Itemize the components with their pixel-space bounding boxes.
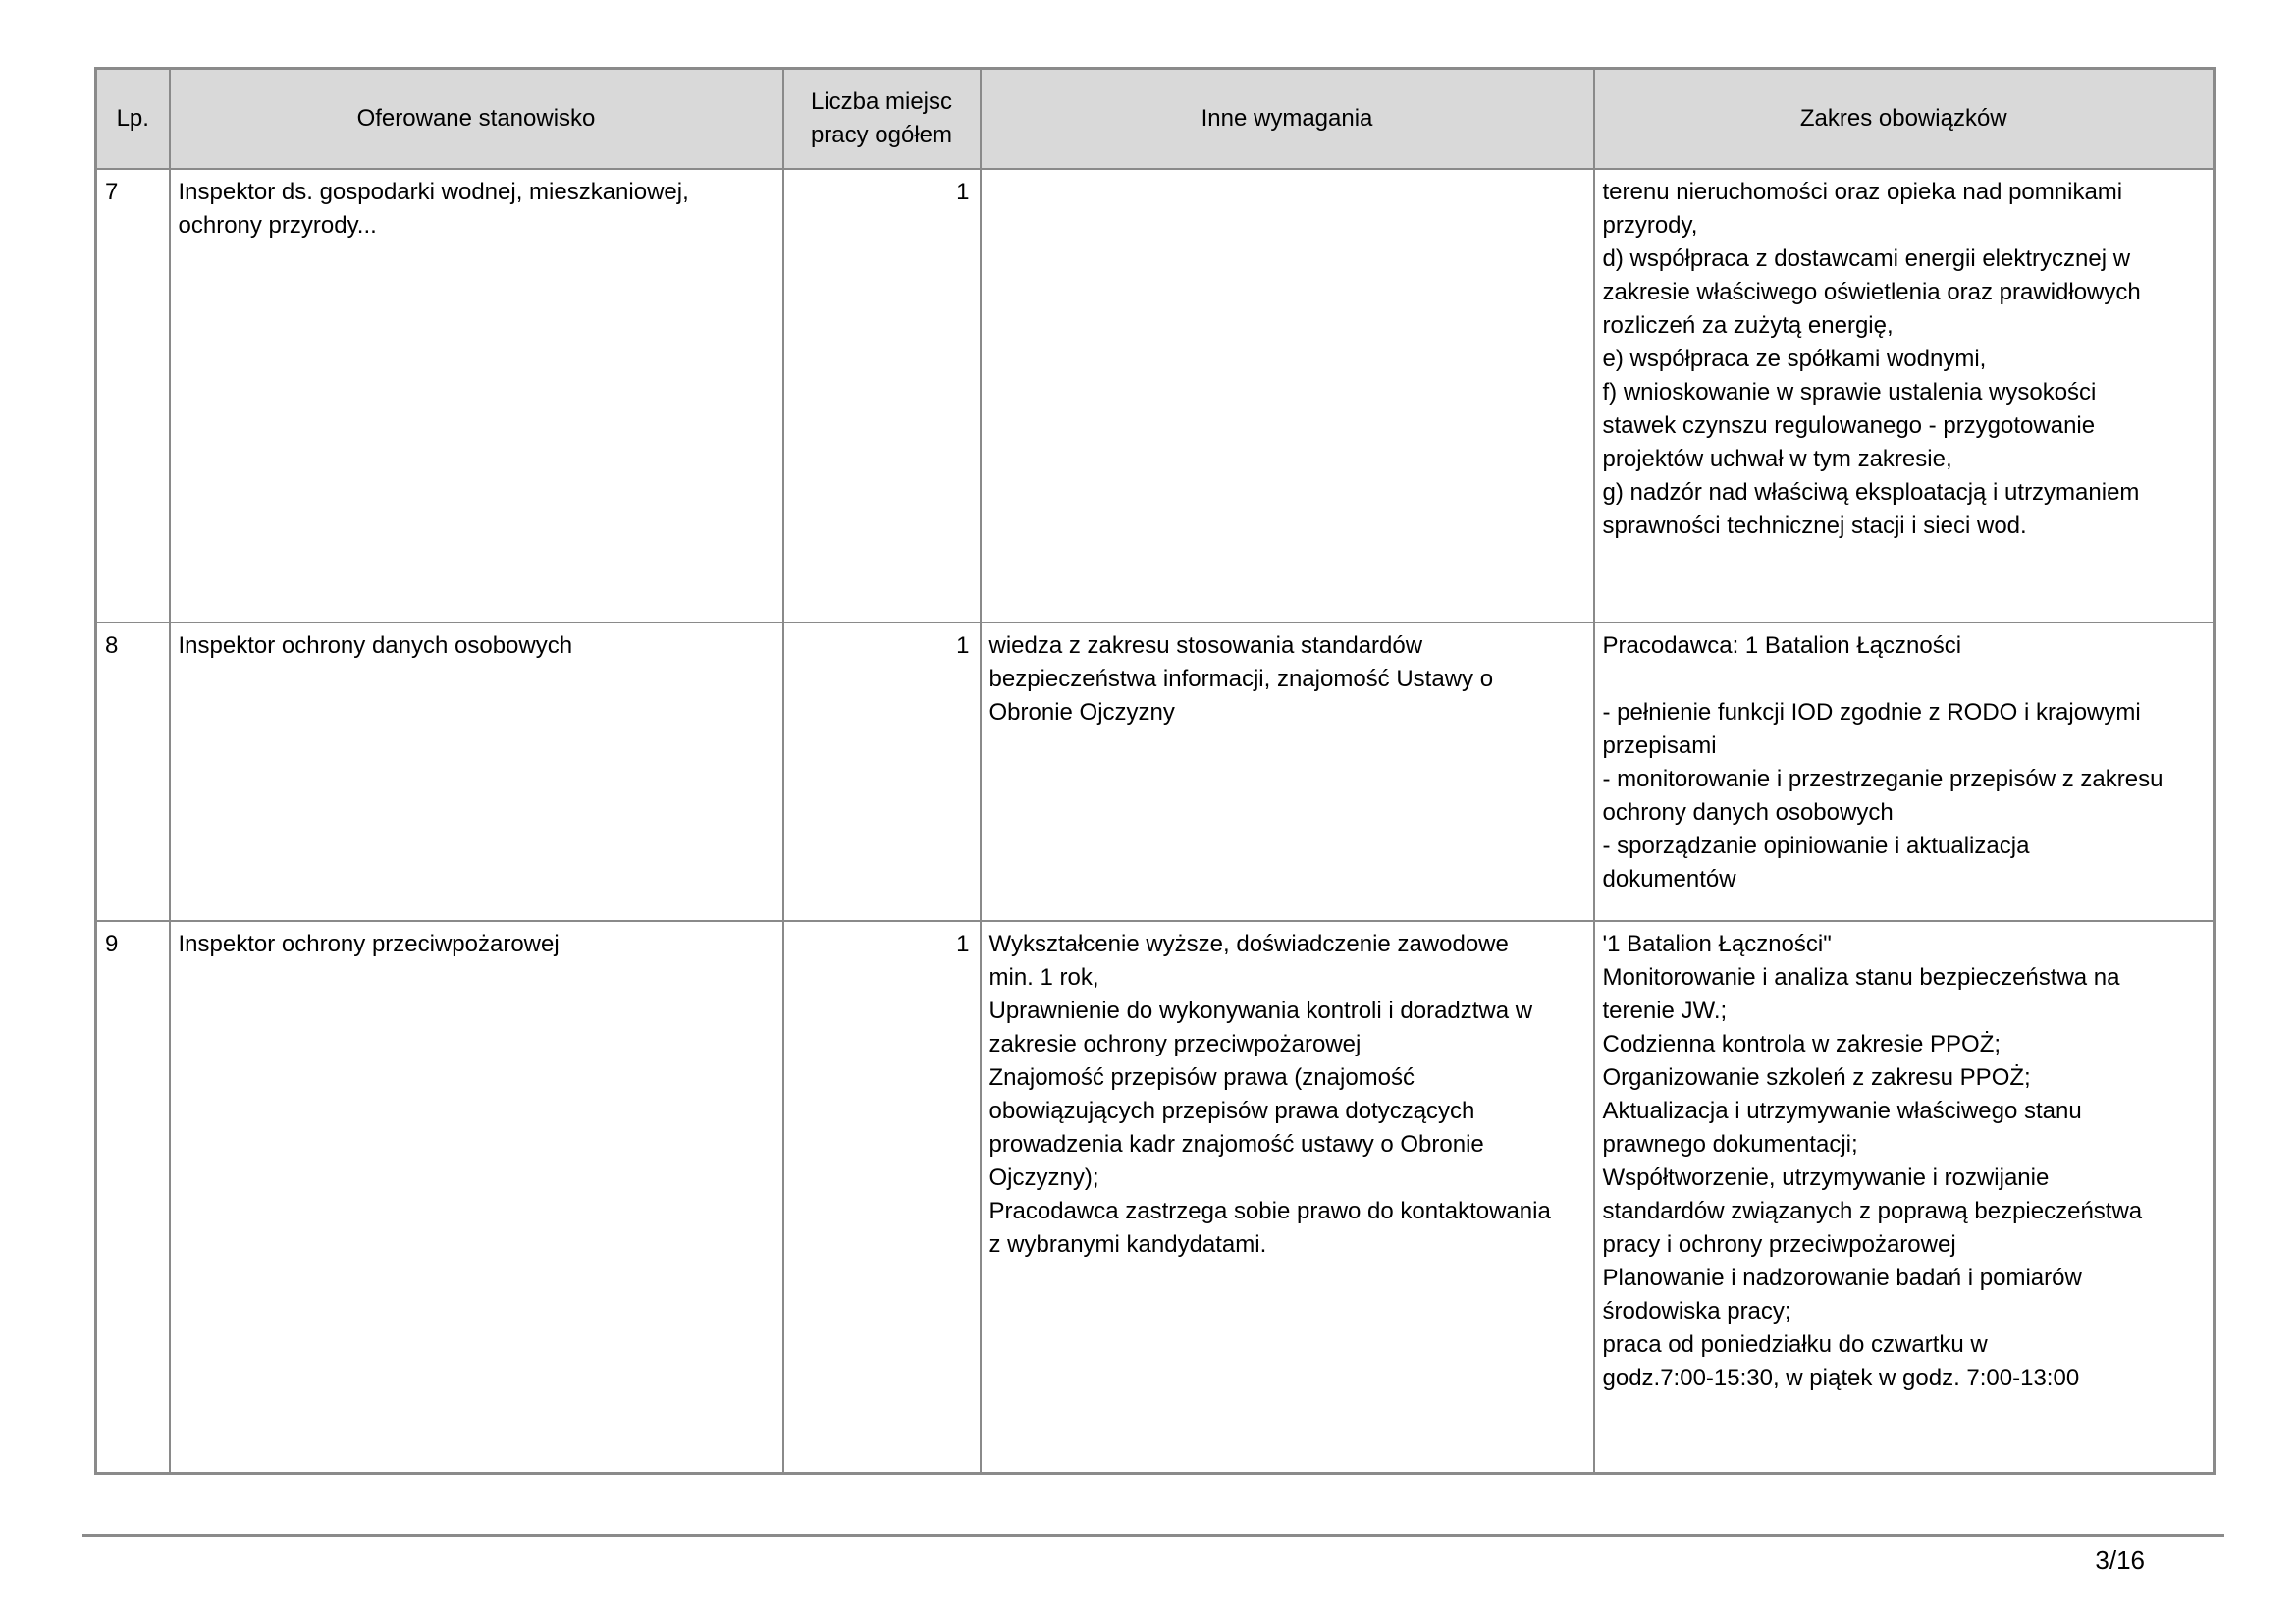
position-line: Inspektor ds. gospodarki wodnej, mieszkaniowej,: [178, 179, 689, 205]
position-line: Inspektor ochrony przeciwpożarowej: [178, 931, 560, 957]
duty-line: Codzienna kontrola w zakresie PPOŻ;: [1602, 1031, 2002, 1057]
duty-line: praca od poniedziałku do czwartku w: [1602, 1331, 1988, 1358]
cell-count: 1: [783, 622, 981, 921]
header-duties: Zakres obowiązków: [1594, 69, 2215, 170]
duty-line: Organizowanie szkoleń z zakresu PPOŻ;: [1602, 1064, 2031, 1091]
duty-line: terenie JW.;: [1602, 998, 1728, 1024]
duty-line: - monitorowanie i przestrzeganie przepisów z zakresu: [1602, 766, 2163, 792]
duty-line: projektów uchwał w tym zakresie,: [1602, 446, 1952, 472]
table-row: [96, 921, 2215, 1474]
requirement-line: min. 1 rok,: [988, 964, 1099, 991]
duty-line: Aktualizacja i utrzymywanie właściwego stanu: [1602, 1098, 2082, 1124]
requirement-line: bezpieczeństwa informacji, znajomość Ustawy o: [988, 666, 1494, 692]
requirement-line: Znajomość przepisów prawa (znajomość: [988, 1064, 1415, 1091]
duty-line: ochrony danych osobowych: [1602, 799, 1894, 826]
cell-count: 1: [783, 169, 981, 622]
cell-requirements: [981, 622, 1594, 921]
job-offers-table: [94, 67, 2216, 1475]
page-number: 3/16: [2095, 1545, 2145, 1575]
requirement-line: obowiązujących przepisów prawa dotyczących: [988, 1098, 1475, 1124]
duty-line: Współtworzenie, utrzymywanie i rozwijanie: [1602, 1164, 2050, 1191]
header-position: Oferowane stanowisko: [170, 69, 783, 170]
requirement-line: z wybranymi kandydatami.: [988, 1231, 1267, 1258]
duty-line: rozliczeń za zużytą energię,: [1602, 312, 1894, 339]
cell-lp: 9: [96, 921, 170, 1474]
table-header-row: [96, 69, 2215, 170]
position-line: ochrony przyrody...: [178, 212, 377, 239]
header-requirements: Inne wymagania: [981, 69, 1594, 170]
cell-position: [170, 921, 783, 1474]
duty-line: - pełnienie funkcji IOD zgodnie z RODO i krajowymi: [1602, 699, 2141, 726]
duty-line: e) współpraca ze spółkami wodnymi,: [1602, 346, 1987, 372]
table-row: [96, 169, 2215, 622]
duty-line: pracy i ochrony przeciwpożarowej: [1602, 1231, 1956, 1258]
requirement-line: Ojczyzny);: [988, 1164, 1099, 1191]
cell-lp: 7: [96, 169, 170, 622]
requirement-line: zakresie ochrony przeciwpożarowej: [988, 1031, 1362, 1057]
cell-duties: [1594, 622, 2215, 921]
duty-line: zakresie właściwego oświetlenia oraz prawidłowych: [1602, 279, 2141, 305]
requirement-line: Obronie Ojczyzny: [988, 699, 1175, 726]
duty-line: sprawności technicznej stacji i sieci wod.: [1602, 513, 2027, 539]
position-line: Inspektor ochrony danych osobowych: [178, 632, 573, 659]
duty-line: Planowanie i nadzorowanie badań i pomiarów: [1602, 1265, 2082, 1291]
cell-requirements: [981, 169, 1594, 622]
duty-line: dokumentów: [1602, 866, 1736, 893]
table-row: [96, 622, 2215, 921]
requirement-line: Uprawnienie do wykonywania kontroli i doradztwa w: [988, 998, 1533, 1024]
cell-position: [170, 169, 783, 622]
duty-line: środowiska pracy;: [1602, 1298, 1791, 1325]
header-count-line1: Liczba miejsc: [810, 88, 953, 115]
requirement-line: prowadzenia kadr znajomość ustawy o Obronie: [988, 1131, 1484, 1158]
cell-count: 1: [783, 921, 981, 1474]
requirement-line: Pracodawca zastrzega sobie prawo do kontaktowania: [988, 1198, 1551, 1224]
duty-line: '1 Batalion Łączności": [1602, 931, 1832, 957]
cell-position: [170, 622, 783, 921]
duty-line: przepisami: [1602, 732, 1717, 759]
duty-line: Monitorowanie i analiza stanu bezpieczeństwa na: [1602, 964, 2120, 991]
duty-line: - sporządzanie opiniowanie i aktualizacja: [1602, 833, 2030, 859]
duty-line: terenu nieruchomości oraz opieka nad pomnikami: [1602, 179, 2123, 205]
duty-line: [1603, 663, 2206, 696]
duty-line: stawek czynszu regulowanego - przygotowanie: [1602, 412, 2096, 439]
duty-line: prawnego dokumentacji;: [1602, 1131, 1858, 1158]
duty-line: Pracodawca: 1 Batalion Łączności: [1602, 632, 1962, 659]
header-count-line2: pracy ogółem: [810, 122, 953, 148]
duty-line: standardów związanych z poprawą bezpieczeństwa: [1602, 1198, 2143, 1224]
cell-duties: [1594, 921, 2215, 1474]
duty-line: przyrody,: [1602, 212, 1698, 239]
duty-line: godz.7:00-15:30, w piątek w godz. 7:00-13:00: [1602, 1365, 2080, 1391]
requirement-line: Wykształcenie wyższe, doświadczenie zawodowe: [988, 931, 1509, 957]
cell-duties: [1594, 169, 2215, 622]
duty-line: d) współpraca z dostawcami energii elektrycznej w: [1602, 245, 2131, 272]
duty-line: g) nadzór nad właściwą eksploatacją i utrzymaniem: [1602, 479, 2140, 506]
cell-requirements: [981, 921, 1594, 1474]
cell-lp: 8: [96, 622, 170, 921]
duty-line: f) wnioskowanie w sprawie ustalenia wysokości: [1602, 379, 2097, 406]
header-lp: Lp.: [96, 69, 170, 170]
footer-divider: [82, 1534, 2224, 1537]
header-count: [783, 69, 981, 170]
requirement-line: wiedza z zakresu stosowania standardów: [988, 632, 1423, 659]
